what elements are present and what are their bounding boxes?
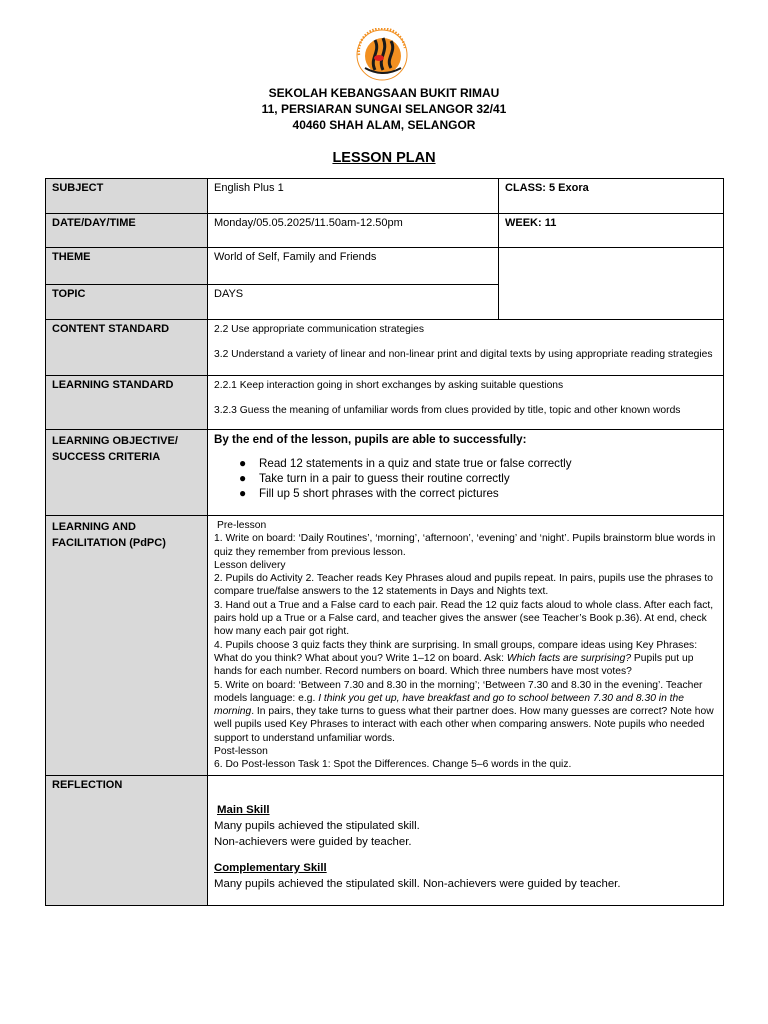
subject-value: English Plus 1 [208,179,499,214]
topic-label: TOPIC [46,285,208,320]
date-value: Monday/05.05.2025/11.50am-12.50pm [208,214,499,248]
school-address-line-1: 11, PERSIARAN SUNGAI SELANGOR 32/41 [261,102,507,116]
facilitation-label [46,516,208,776]
content-standard-label: CONTENT STANDARD [46,320,208,376]
objective-value [208,430,724,516]
facilitation-value [208,516,724,776]
content-standard-item: 2.2 Use appropriate communication strategies [214,324,425,335]
learning-standard-item: 2.2.1 Keep interaction going in short exchanges by asking suitable questions [214,380,564,391]
list-item: ● Take turn in a pair to guess their routine correctly [239,471,717,486]
table-row [46,430,724,516]
objective-label [46,430,208,516]
objective-label-line-2: SUCCESS CRITERIA [52,451,161,463]
main-skill-line: Many pupils achieved the stipulated skill. [214,819,420,832]
class-value: CLASS: 5 Exora [499,179,724,214]
subject-label: SUBJECT [46,179,208,214]
pdpc-step-italic: Which facts are surprising? [506,652,632,664]
pdpc-step-text: Pupils put up hands for each number. Record numbers on board. Which three numbers have most votes? [214,652,694,678]
facilitation-label-line-2: FACILITATION (PdPC) [52,537,166,549]
pdpc-step [214,639,717,679]
learning-standard-value [208,376,724,430]
complementary-skill-heading: Complementary Skill [214,861,327,874]
topic-value: DAYS [208,285,499,320]
facilitation-label-line-1: LEARNING AND [52,521,136,533]
lesson-plan-table [45,178,724,906]
pdpc-step: 6. Do Post-lesson Task 1: Spot the Differences. Change 5–6 words in the quiz. [214,759,572,771]
table-row [46,320,724,376]
pdpc-step [214,679,717,745]
theme-value: World of Self, Family and Friends [208,248,499,285]
list-item: ● Read 12 statements in a quiz and state true or false correctly [239,456,717,471]
reflection-value [208,775,724,905]
pre-lesson-heading: Pre-lesson [217,520,267,531]
reflection-label: REFLECTION [46,775,208,905]
post-lesson-heading: Post-lesson [214,746,268,758]
learning-standard-item: 3.2.3 Guess the meaning of unfamiliar words from clues provided by title, topic and other known words [214,405,681,416]
table-row [46,775,724,905]
school-header [0,85,768,133]
school-name: SEKOLAH KEBANGSAAN BUKIT RIMAU [268,86,500,100]
pdpc-step-text: . In pairs, they take turns to guess what their partner does. How many guesses are correct? Note how well pupils used Key Phrases to interact with each other when comparing answers. Note pupils who needed support to understand unfamiliar words. [214,706,714,744]
pdpc-step: 2. Pupils do Activity 2. Teacher reads Key Phrases aloud and pupils repeat. In pairs, pupils use the phrases to compare true/false answers to the 12 statements in Days and Nights text. [214,573,713,598]
objective-lead: By the end of the lesson, pupils are able to successfully: [214,433,527,446]
pdpc-step: 3. Hand out a True and a False card to each pair. Read the 12 quiz facts aloud to whole class. After each fact, pairs hold up a True or a False card, and teacher gives the answer (see Teacher’s Book p.36). At end, check how many each pair got right. [214,599,714,638]
objective-list [214,456,717,501]
empty-cell [499,248,724,320]
table-row [46,179,724,214]
page-title: LESSON PLAN [332,150,436,166]
pdpc-step-italic: I think you get up, have breakfast and go to school between 7.30 and 8.30 in the morning [214,692,684,718]
learning-standard-label: LEARNING STANDARD [46,376,208,430]
theme-label: THEME [46,248,208,285]
school-address-line-2: 40460 SHAH ALAM, SELANGOR [292,118,476,132]
table-row [46,248,724,285]
pdpc-step-text: 4. Pupils choose 3 quiz facts they think are surprising. In small groups, compare ideas using Key Phrases: What do you think? What about you? Write 1–12 on board. Ask: [214,639,698,664]
main-skill-line: Non-achievers were guided by teacher. [214,835,412,848]
pdpc-step-text: 5. Write on board: ‘Between 7.30 and 8.30 in the morning’; ‘Between 7.30 and 8.30 in the evening’. Teacher models language: e.g. [214,679,703,704]
main-skill-heading: Main Skill [217,803,270,816]
complementary-skill-line: Many pupils achieved the stipulated skill. Non-achievers were guided by teacher. [214,877,621,890]
objective-label-line-1: LEARNING OBJECTIVE/ [52,435,178,447]
pdpc-step: 1. Write on board: ‘Daily Routines’, ‘morning’, ‘afternoon’, ‘evening’ and ‘night’. Pupils brainstorm blue words in quiz they remember from previous lesson. [214,533,716,558]
lesson-delivery-heading: Lesson delivery [214,559,286,571]
week-value: WEEK: 11 [499,214,724,248]
table-row [46,516,724,776]
table-row [46,214,724,248]
content-standard-value [208,320,724,376]
date-label: DATE/DAY/TIME [46,214,208,248]
table-row [46,376,724,430]
content-standard-item: 3.2 Understand a variety of linear and non-linear print and digital texts by using appropriate reading strategies [214,349,713,360]
school-crest-icon [355,28,409,82]
list-item: ● Fill up 5 short phrases with the correct pictures [239,486,717,501]
